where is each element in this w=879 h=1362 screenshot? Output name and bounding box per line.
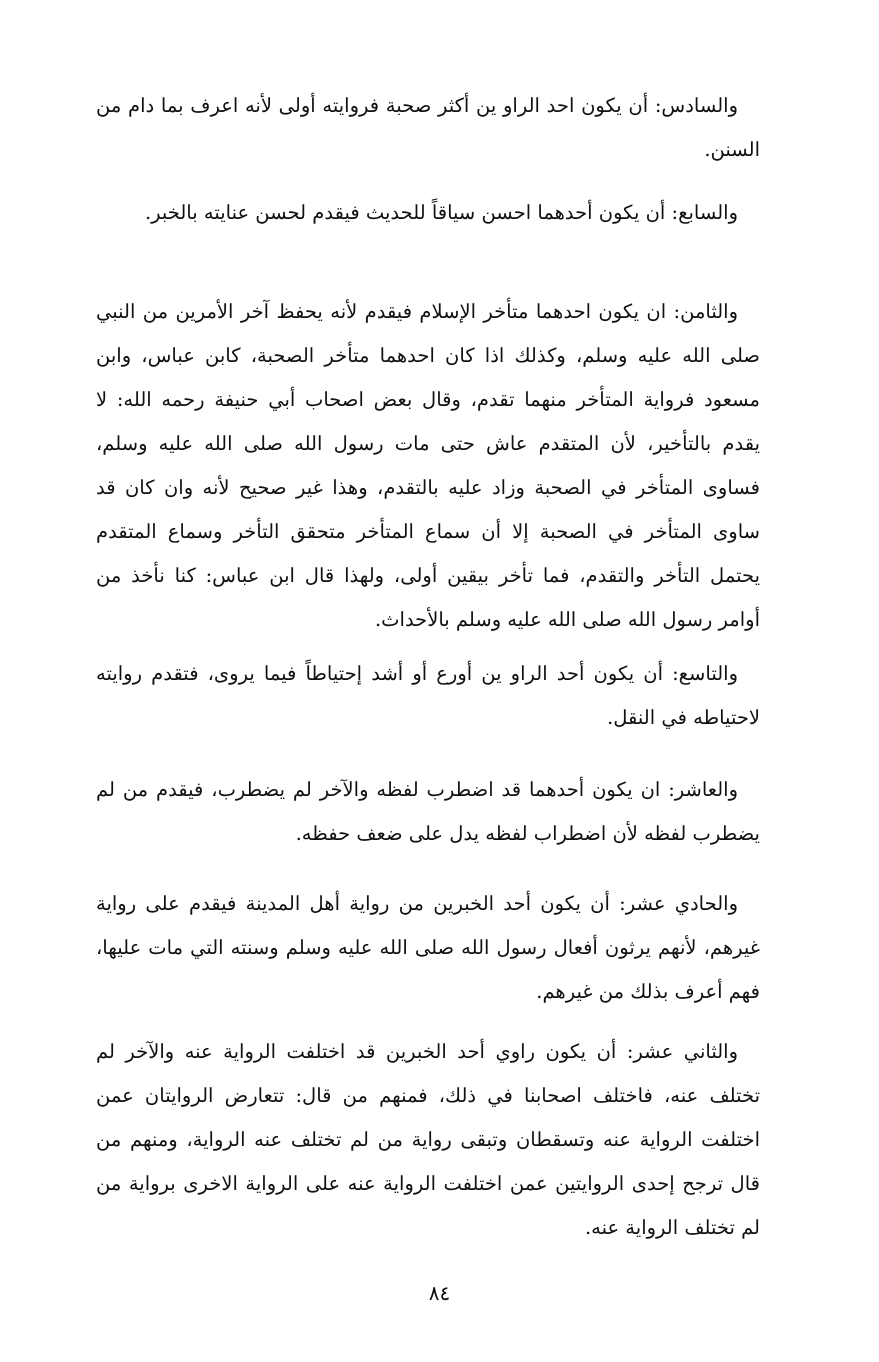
paragraph-tenth	[96, 768, 760, 856]
paragraph-eighth	[96, 290, 760, 642]
paragraph-text: والثاني عشر: أن يكون راوي أحد الخبرين قد اختلفت الرواية عنه والآخر لم تختلف عنه، فاختلف اصحابنا في ذلك، فمنهم من قال: تتعارض الروايتان عمن اختلفت الرواية عنه وتسقطان وتبقى رواية من لم تختلف عنه الرواية، ومنهم من قال ترجح إحدى الروايتين عمن اختلفت الرواية عنه على الرواية الاخرى برواية من لم تختلف الرواية عنه.	[96, 1040, 760, 1239]
paragraph-eleventh	[96, 882, 760, 1014]
paragraph-seventh	[96, 191, 760, 235]
paragraph-text: والسابع: أن يكون أحدهما احسن سياقاً للحديث فيقدم لحسن عنايته بالخبر.	[144, 201, 738, 224]
paragraph-text: والحادي عشر: أن يكون أحد الخبرين من رواية أهل المدينة فيقدم على رواية غيرهم، لأنهم يرثون أفعال رسول الله صلى الله عليه وسلم وسنته التي مات عليها، فهم أعرف بذلك من غيرهم.	[96, 892, 760, 1003]
paragraph-ninth	[96, 652, 760, 740]
paragraph-twelfth	[96, 1030, 760, 1250]
page-number: ٨٤	[428, 1281, 451, 1305]
paragraph-text: والعاشر: ان يكون أحدهما قد اضطرب لفظه والآخر لم يضطرب، فيقدم من لم يضطرب لفظه لأن اضطراب لفظه يدل على ضعف حفظه.	[96, 778, 760, 845]
paragraph-sixth	[96, 84, 760, 172]
paragraph-text: والثامن: ان يكون احدهما متأخر الإسلام فيقدم لأنه يحفظ آخر الأمرين من النبي صلى الله عليه وسلم، وكذلك اذا كان احدهما متأخر الصحبة، كابن عباس، وابن مسعود فرواية المتأخر منهما تقدم، وقال بعض اصحاب أبي حنيفة رحمه الله: لا يقدم بالتأخير، لأن المتقدم عاش حتى مات رسول الله صلى الله عليه وسلم، فساوى المتأخر في الصحبة وزاد عليه بالتقدم، وهذا غير صحيح لأنه وان كان قد ساوى المتأخر في الصحبة إلا أن سماع المتأخر متحقق التأخر وسماع المتقدم يحتمل التأخر والتقدم، فما تأخر بيقين أولى، ولهذا قال ابن عباس: كنا نأخذ من أوامر رسول الله صلى الله عليه وسلم بالأحداث.	[96, 300, 760, 631]
paragraph-text: والسادس: أن يكون احد الراو ين أكثر صحبة فروايته أولى لأنه اعرف بما دام من السنن.	[96, 94, 760, 161]
paragraph-text: والتاسع: أن يكون أحد الراو ين أورع أو أشد إحتياطاً فيما يروى، فتقدم روايته لاحتياطه في النقل.	[96, 662, 760, 729]
